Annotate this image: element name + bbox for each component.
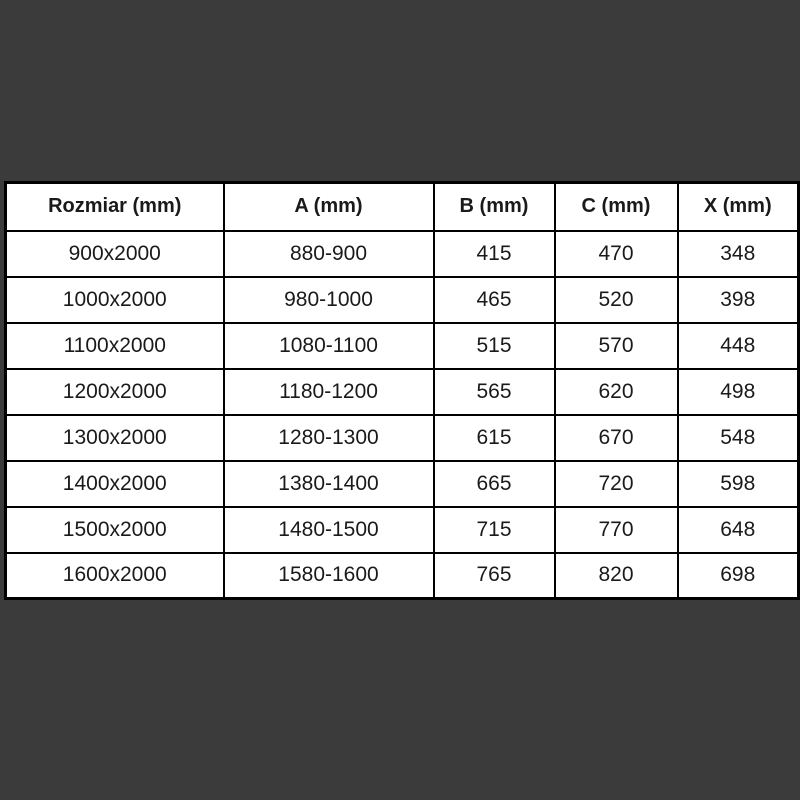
table-cell: 1280-1300 — [224, 415, 434, 461]
column-header-c: C (mm) — [555, 183, 678, 231]
table-cell: 665 — [434, 461, 555, 507]
table-cell: 1600x2000 — [6, 553, 224, 599]
table-cell: 1100x2000 — [6, 323, 224, 369]
table-cell: 720 — [555, 461, 678, 507]
table-row — [6, 507, 799, 553]
table-cell: 620 — [555, 369, 678, 415]
table-cell: 1180-1200 — [224, 369, 434, 415]
table-cell: 765 — [434, 553, 555, 599]
table-head — [6, 183, 799, 231]
table-body — [6, 231, 799, 599]
table-cell: 470 — [555, 231, 678, 277]
table-cell: 1000x2000 — [6, 277, 224, 323]
table-cell: 900x2000 — [6, 231, 224, 277]
table-cell: 770 — [555, 507, 678, 553]
table-cell: 670 — [555, 415, 678, 461]
table-cell: 1400x2000 — [6, 461, 224, 507]
table-cell: 1380-1400 — [224, 461, 434, 507]
table-cell: 715 — [434, 507, 555, 553]
table-cell: 820 — [555, 553, 678, 599]
table-row — [6, 553, 799, 599]
table-row — [6, 369, 799, 415]
table-cell: 1580-1600 — [224, 553, 434, 599]
table-cell: 615 — [434, 415, 555, 461]
table-header-row — [6, 183, 799, 231]
column-header-a: A (mm) — [224, 183, 434, 231]
table-cell: 548 — [678, 415, 799, 461]
table-cell: 1080-1100 — [224, 323, 434, 369]
table-cell: 1480-1500 — [224, 507, 434, 553]
table-row — [6, 461, 799, 507]
table-cell: 880-900 — [224, 231, 434, 277]
table-row — [6, 415, 799, 461]
table-cell: 570 — [555, 323, 678, 369]
table-cell: 1200x2000 — [6, 369, 224, 415]
table-row — [6, 231, 799, 277]
column-header-d: X (mm) — [678, 183, 799, 231]
table-cell: 448 — [678, 323, 799, 369]
table-cell: 565 — [434, 369, 555, 415]
table-cell: 980-1000 — [224, 277, 434, 323]
table-cell: 515 — [434, 323, 555, 369]
table-cell: 520 — [555, 277, 678, 323]
table-cell: 348 — [678, 231, 799, 277]
table-row — [6, 323, 799, 369]
table-cell: 498 — [678, 369, 799, 415]
column-header-rozmiar: Rozmiar (mm) — [6, 183, 224, 231]
table-cell: 465 — [434, 277, 555, 323]
table-cell: 1300x2000 — [6, 415, 224, 461]
table-cell: 698 — [678, 553, 799, 599]
table-cell: 398 — [678, 277, 799, 323]
table-cell: 415 — [434, 231, 555, 277]
table-cell: 1500x2000 — [6, 507, 224, 553]
table-cell: 598 — [678, 461, 799, 507]
table-cell: 648 — [678, 507, 799, 553]
table-row — [6, 277, 799, 323]
column-header-b: B (mm) — [434, 183, 555, 231]
size-dimensions-table — [4, 181, 800, 600]
